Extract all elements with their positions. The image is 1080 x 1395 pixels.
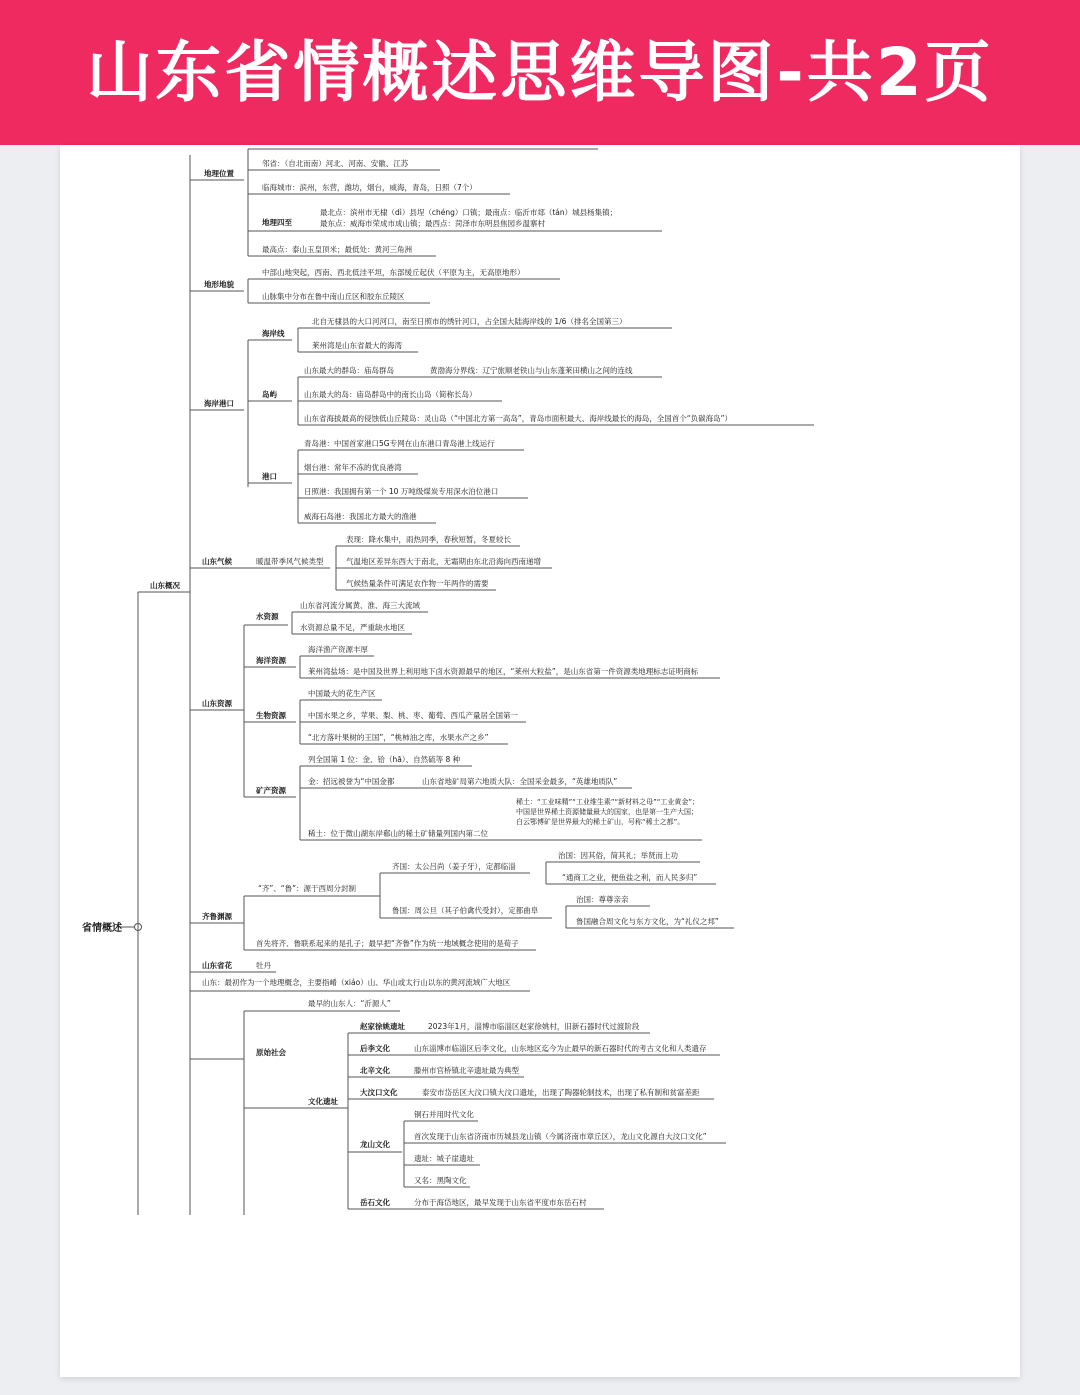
node-zhaojia: 赵家徐姚遗址 xyxy=(360,1022,405,1031)
node-island-1a: 山东最大的群岛：庙岛群岛 xyxy=(304,366,394,375)
node-qi-1: 治国：因其俗，简其礼；举贤而上功 xyxy=(558,851,678,860)
node-extremes-2: 最东点：威海市荣成市成山镇；最西点：菏泽市东明县焦园乡温寨村 xyxy=(320,219,545,228)
node-longshan-2: 首次发现于山东省济南市历城县龙山镇（今属济南市章丘区），龙山文化源自大汶口文化” xyxy=(414,1132,707,1141)
node-mineral-3b: 稀土：“工业味精”“工业维生素”“新材料之母”“工业黄金”；中国是世界稀土资源储量最大的国家，也是第一生产大国；白云鄂博矿是世界最大的稀土矿山，号称“稀土之都”。 xyxy=(516,798,700,826)
node-heights: 最高点：泰山玉皇顶米；最低处：黄河三角洲 xyxy=(262,245,412,254)
node-mineral-3a: 稀土：位于微山湖东岸郗山的稀土矿储量列国内第二位 xyxy=(308,829,488,838)
node-bio: 生物资源 xyxy=(256,711,286,720)
node-port-2: 烟台港：常年不冻的优良港湾 xyxy=(304,463,402,472)
node-island-2: 山东最大的岛：庙岛群岛中的南长山岛（简称长岛） xyxy=(304,390,477,399)
node-dawenkou: 大汶口文化 xyxy=(360,1088,398,1097)
node-zhaojia-desc: 2023年1月，淄博市临淄区赵家徐姚村，旧新石器时代过渡阶段 xyxy=(428,1022,640,1031)
node-bio-3: “北方落叶果树的王国”，“桃柿油之库，水果水产之乡” xyxy=(308,733,489,742)
node-port-1: 青岛港：中国首家港口5G专网在山东港口青岛港上线运行 xyxy=(304,439,495,448)
node-location: 地理位置 xyxy=(204,169,234,178)
node-port-3: 日照港：我国拥有第一个 10 万吨级煤炭专用深水泊位港口 xyxy=(304,487,499,496)
node-beixin-desc: 滕州市官桥镇北辛遗址最为典型 xyxy=(414,1066,519,1075)
node-minerals: 矿产资源 xyxy=(256,786,286,795)
node-islands: 岛屿 xyxy=(262,390,277,399)
node-mineral-1: 列全国第 1 位：金、铪（hā）、自然硫等 8 种 xyxy=(308,755,461,764)
node-yueshi: 岳石文化 xyxy=(360,1198,390,1207)
node-coast: 海岸港口 xyxy=(204,399,234,408)
node-bio-1: 中国最大的花生产区 xyxy=(308,689,376,698)
node-flower: 山东省花 xyxy=(202,961,232,970)
banner-title: 山东省情概述思维导图-共2页 xyxy=(86,34,994,111)
node-terrain-1: 中部山地突起，西南、西北低洼平坦，东部缓丘起伏（平原为主，无高原地形） xyxy=(262,268,525,277)
node-bio-2: 中国水果之乡，苹果、梨、桃、枣、葡萄、西瓜产量居全国第一 xyxy=(308,711,518,720)
node-qilu: 齐鲁渊源 xyxy=(202,912,232,921)
node-beixin: 北辛文化 xyxy=(360,1066,390,1075)
root-node: 省情概述 xyxy=(82,923,122,934)
node-ports: 港口 xyxy=(262,472,277,481)
node-qi: 齐国：太公吕尚（姜子牙），定都临淄 xyxy=(392,862,516,871)
node-qilu-first: 首先将齐、鲁联系起来的是孔子；最早把“齐鲁”作为统一地域概念使用的是荀子 xyxy=(256,939,519,948)
node-earliest: 最早的山东人：“沂源人” xyxy=(308,999,391,1008)
node-shandong-overview: 山东概况 xyxy=(150,581,180,590)
node-shoreline-1: 北自无棣县的大口河河口，南至日照市的绣针河口，占全国大陆海岸线的 1/6（排名全国第三） xyxy=(312,317,627,326)
node-marine-2: 莱州湾盐场：是中国及世界上利用地下卤水资源最早的地区，“莱州大粒盐”，是山东省第一件资源类地理标志证明商标 xyxy=(308,667,699,676)
node-extremes-1: 最北点：滨州市无棣（dì）县埕（chéng）口镇；最南点：临沂市郯（tán）城县杨集镇； xyxy=(320,208,618,217)
node-island-3: 山东省海拔最高的侵蚀低山丘陵岛：灵山岛（“中国北方第一高岛”，青岛市面积最大、海岸线最长的海岛，全国首个“负碳海岛”） xyxy=(304,414,733,423)
node-flower-value: 牡丹 xyxy=(256,961,271,970)
node-climate-2: 气温地区差异东西大于南北，无霜期由东北沿海向西南递增 xyxy=(346,557,541,566)
node-climate-3: 气候热量条件可满足农作物一年两作的需要 xyxy=(346,579,489,588)
node-primitive: 原始社会 xyxy=(256,1048,286,1057)
node-houli-desc: 山东淄博市临淄区后李文化，山东地区迄今为止最早的新石器时代的考古文化和人类遗存 xyxy=(414,1044,707,1053)
connectors xyxy=(118,149,814,1215)
node-water: 水资源 xyxy=(256,612,279,621)
mind-map-labels xyxy=(82,158,732,1208)
node-houli: 后李文化 xyxy=(360,1044,390,1053)
node-shoreline: 海岸线 xyxy=(262,329,285,338)
node-extremes: 地理四至 xyxy=(262,218,292,227)
node-lu-2: 鲁国融合周文化与东方文化，为“礼仪之邦” xyxy=(576,917,719,926)
node-mineral-2b: 山东省地矿局第六地质大队：全国采金最多，“英雄地质队” xyxy=(422,777,618,786)
node-marine: 海洋资源 xyxy=(256,656,286,665)
node-longshan-3: 遗址：城子崖遗址 xyxy=(414,1154,474,1163)
node-culture-sites: 文化遗址 xyxy=(308,1097,338,1106)
node-climate-type: 暖温带季风气候类型 xyxy=(256,557,324,566)
node-resources: 山东资源 xyxy=(202,699,232,708)
node-climate-1: 表现：降水集中，雨热同季，春秋短暂，冬夏较长 xyxy=(346,535,511,544)
node-qi-2: “通商工之业，便鱼盐之利，而人民多归” xyxy=(562,873,698,882)
node-shandong-definition: 山东：最初作为一个地理概念，主要指崤（xiáo）山、华山或太行山以东的黄河流域广大地区 xyxy=(202,978,511,987)
node-marine-1: 海洋渔产资源丰厚 xyxy=(308,645,368,654)
node-neighbors: 邻省：（自北而南）河北、河南、安徽、江苏 xyxy=(262,159,409,168)
node-terrain: 地形地貌 xyxy=(204,280,234,289)
node-lu: 鲁国：周公旦（其子伯禽代受封），定都曲阜 xyxy=(392,906,539,915)
node-lu-1: 治国：尊尊亲亲 xyxy=(576,895,629,904)
node-terrain-2: 山脉集中分布在鲁中南山丘区和胶东丘陵区 xyxy=(262,292,405,301)
node-water-2: 水资源总量不足，严重缺水地区 xyxy=(300,623,405,632)
node-longshan-4: 又名：黑陶文化 xyxy=(414,1176,467,1185)
node-dawenkou-desc: 泰安市岱岳区大汶口镇大汶口遗址，出现了陶器轮制技术，出现了私有制和贫富差距 xyxy=(422,1088,700,1097)
node-longshan: 龙山文化 xyxy=(360,1140,390,1149)
node-qilu-origin: “齐”、“鲁”：源于西周分封制 xyxy=(258,884,357,893)
node-island-1b: 黄渤海分界线：辽宁旅顺老铁山与山东蓬莱田横山之间的连线 xyxy=(430,366,633,375)
node-yueshi-desc: 分布于海岱地区，最早发现于山东省平度市东岳石村 xyxy=(414,1198,587,1207)
node-coastal-cities: 临海城市：滨州，东营，潍坊，烟台，威海，青岛，日照（7个） xyxy=(262,183,477,192)
node-longshan-1: 铜石并用时代文化 xyxy=(414,1110,474,1119)
node-shoreline-2: 莱州湾是山东省最大的海湾 xyxy=(312,341,402,350)
node-port-4: 威海石岛港：我国北方最大的渔港 xyxy=(304,512,417,521)
node-climate: 山东气候 xyxy=(202,557,232,566)
node-water-1: 山东省河流分属黄、淮、海三大流域 xyxy=(300,601,420,610)
node-mineral-2a: 金：招远被誉为“中国金都 xyxy=(308,777,395,786)
